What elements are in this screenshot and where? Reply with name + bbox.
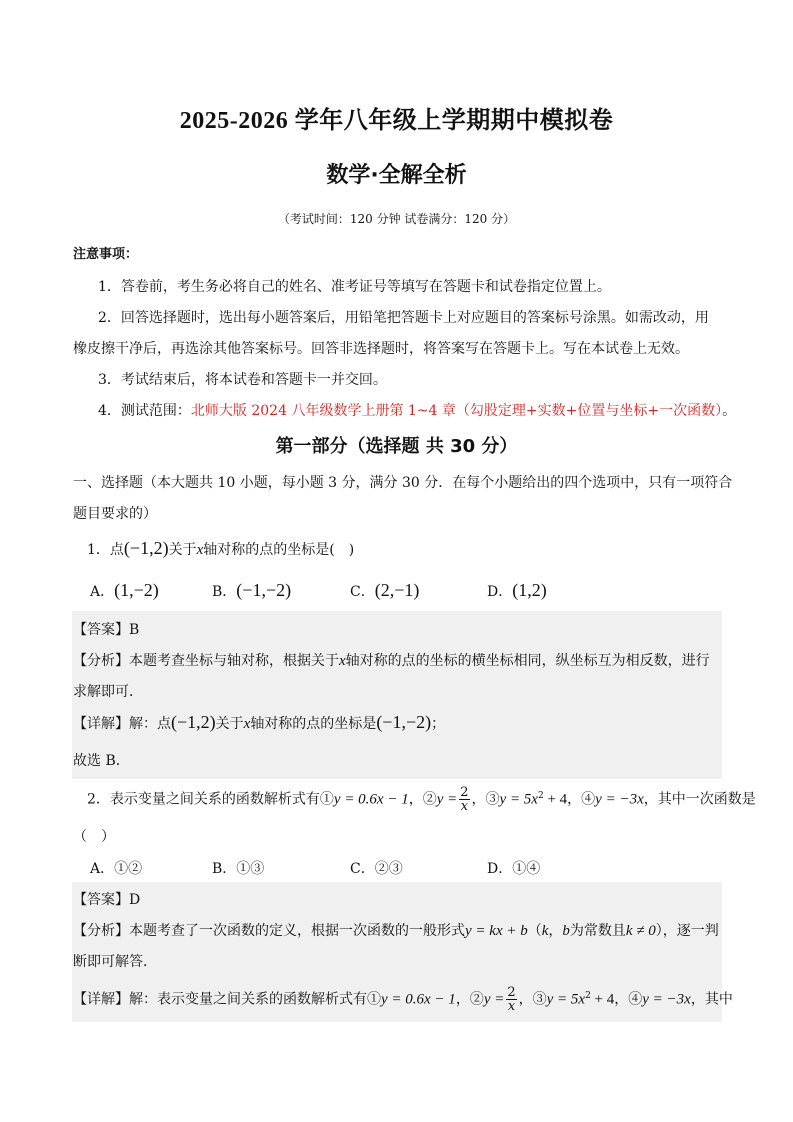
q1-x-var: x [196,542,204,558]
q2-detail: 【详解】解：表示变量之间关系的函数解析式有①y = 0.6x − 1，②y = $\frac{2}{x}$ ，③y = $5x^2 + 4$，④y = −3x，其中 [73,985,733,1014]
q2-option-a: A．①② [90,861,143,877]
section-intro-line2: 题目要求的） [73,506,157,522]
q1-stem-a: 关于 [168,542,197,558]
q2-answer: 【答案】D [73,892,141,908]
q1-number: 1．点 [87,542,124,558]
section-intro-line1: 一、选择题（本大题共 10 小题，每小题 3 分，满分 30 分．在每个小题给出的四个选项中，只有一项符合 [73,475,733,491]
notice-item-2-line2: 橡皮擦干净后，再选涂其他答案标号。回答非选择题时，将答案写在答题卡上。写在本试卷上无效。 [73,341,689,357]
notice-item-3: 3．考试结束后，将本试卷和答题卡一并交回。 [98,372,387,388]
notice-item-4-suffix: 。 [722,403,737,419]
section-title: 第一部分（选择题 共 30 分） [275,436,518,457]
q1-point: (−1,2) [123,538,169,558]
q2-func-2: y = [436,791,458,808]
q1-answer: 【答案】B [73,622,140,638]
q1-choose: 故选 B． [73,753,130,769]
notice-item-4-prefix: 4．测试范围： [98,403,191,419]
notice-item-2-line1: 2．回答选择题时，选出每小题答案后，用铅笔把答题卡上对应题目的答案标号涂黑。如需改动，用 [98,310,709,326]
q1-detail: 【详解】解：点(−1,2)关于x轴对称的点的坐标是(−1,−2)； [73,712,446,732]
q1-stem [87,538,354,559]
q1-stem-b: 轴对称的点的坐标是( ) [203,542,355,558]
q2-stem: 2．表示变量之间关系的函数解析式有①y = 0.6x − 1，②y = $\frac{2}{x}$ ，③y = $5x^2 + 4$，④y = −3x，其中一次函数是 [87,785,756,814]
q2-paren: （ ） [73,829,115,845]
page-subtitle: 数学·全解全析 [326,163,467,188]
page-title: 2025-2026 学年八年级上学期期中模拟卷 [179,108,614,134]
q1-analysis-line2: 求解即可． [73,684,143,700]
test-scope: 北师大版 2024 八年级数学上册第 1~4 章（勾股定理+实数+位置与坐标+一次函数） [190,403,723,419]
q1-option-c: C．(2,−1) [350,580,420,600]
q2-option-c: C．②③ [350,861,403,877]
q1-option-a: A．(1,−2) [90,580,159,600]
q1-solution-box [72,611,722,779]
notice-item-1: 1．答卷前，考生务必将自己的姓名、准考证号等填写在答题卡和试卷指定位置上。 [98,279,611,295]
q2-option-b: B．①③ [212,861,265,877]
q2-analysis-line1: 【分析】本题考查了一次函数的定义，根据一次函数的一般形式y = kx + b（k，b为常数且k ≠ 0），逐一判 [73,923,719,939]
notice-heading: 注意事项： [73,247,139,262]
q2-analysis-line2: 断即可解答． [73,954,157,970]
q1-option-b: B．(−1,−2) [212,580,292,600]
exam-meta: （考试时间：120 分钟 试卷满分：120 分） [277,212,516,226]
q1-option-d: D．(1,2) [487,580,547,600]
q1-analysis-line1: 【分析】本题考查坐标与轴对称，根据关于x轴对称的点的坐标的横坐标相同，纵坐标互为相反数，进行 [73,653,710,669]
notice-item-4 [98,400,736,420]
q2-func-1: y = 0.6x − 1 [333,791,409,808]
q2-fraction: $\frac{2}{x}$ [460,785,469,814]
q2-func-4: y = −3x [595,791,644,808]
q2-option-d: D．①④ [487,861,541,877]
q2-func-3: y = 5x [499,791,538,808]
